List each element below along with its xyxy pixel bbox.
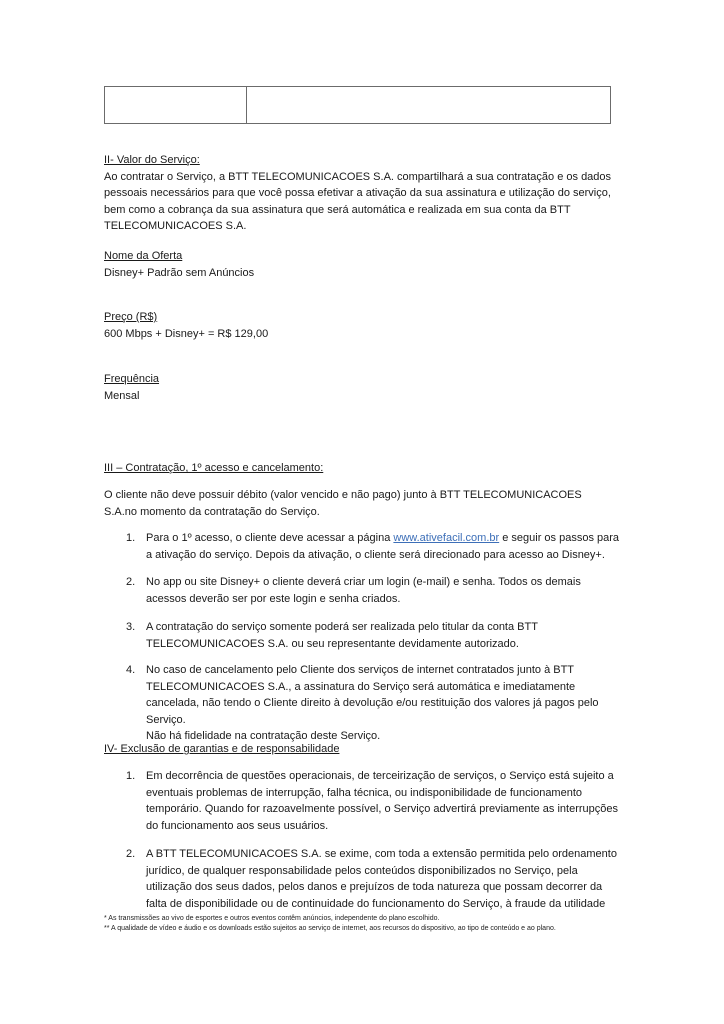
section-2-heading: II- Valor do Serviço:	[104, 154, 200, 166]
section-3-intro-block	[104, 487, 616, 520]
list-text: A contratação do serviço somente poderá ser realizada pelo titular da conta BTT TELECOMUNICACOES S.A. ou seu representante devidamente autorizado.	[146, 621, 538, 650]
price-label: Preço (R$)	[104, 311, 158, 323]
section-4-heading-block	[104, 741, 616, 758]
list-text-fidelity: Não há fidelidade na contratação deste Serviço.	[146, 730, 381, 742]
list-text-before: Para o 1º acesso, o cliente deve acessar a página	[146, 532, 394, 544]
price-block	[104, 309, 616, 342]
list-text	[146, 530, 624, 563]
frequency-value: Mensal	[104, 389, 140, 402]
section-3-heading: III – Contratação, 1º acesso e cancelamento:	[104, 462, 324, 474]
list-number: 2.	[126, 576, 136, 588]
list-item	[104, 846, 624, 914]
list-number: 2.	[126, 848, 136, 860]
offer-value: Disney+ Padrão sem Anúncios	[104, 266, 255, 279]
offer-block	[104, 248, 616, 281]
list-number: 1.	[126, 770, 136, 782]
list-text: No app ou site Disney+ o cliente deverá criar um login (e-mail) e senha. Todos os demais acessos deverão ser por este login e senha criados.	[146, 576, 581, 605]
table-cell	[105, 87, 247, 123]
list-text: Em decorrência de questões operacionais, de terceirização de serviços, o Serviço está sujeito a eventuais problemas de interrupção, falha técnica, ou indisponibilidade de funcionamento temporário. Quando for razoavelmente possível, o Serviço advertirá previamente as interrupções do funcionamento aos seus usuários.	[146, 770, 619, 832]
list-text	[146, 662, 624, 745]
section-4-heading: IV- Exclusão de garantias e de responsabilidade	[104, 743, 340, 755]
list-item	[104, 768, 624, 834]
list-number: 1.	[126, 532, 136, 544]
empty-table	[104, 86, 611, 124]
list-text-main: No caso de cancelamento pelo Cliente dos serviços de internet contratados junto à BTT TELECOMUNICACOES S.A., a assinatura do Serviço será automática e imediatamente cancelada, não tendo o Cliente direito à devolução e/ou restituição dos valores já pagos pelo Serviço.	[146, 664, 599, 726]
list-number: 4.	[126, 664, 136, 676]
list-text-after: e seguir os passos para a ativação do serviço. Depois da ativação, o cliente será direcionado para acesso ao Disney+.	[146, 532, 620, 561]
table-cell	[247, 87, 610, 123]
list-number: 3.	[126, 621, 136, 633]
price-value: 600 Mbps + Disney+ = R$ 129,00	[104, 327, 269, 340]
section-2	[104, 152, 616, 235]
list-text: A BTT TELECOMUNICACOES S.A. se exime, com toda a extensão permitida pelo ordenamento jurídico, de qualquer responsabilidade pelos conteúdos disponibilizados no Serviço, pela utilização dos seus dados, pelos danos e prejuízos de toda natureza que possam decorrer da falta de disponibilidade ou de continuidade do funcionamento do Serviço, à fraude da utilidade	[146, 848, 617, 910]
frequency-label: Frequência	[104, 373, 160, 385]
list-item	[104, 662, 624, 745]
section-2-paragraph: Ao contratar o Serviço, a BTT TELECOMUNICACOES S.A. compartilhará a sua contratação e os dados pessoais necessários para que você possa efetivar a ativação da sua assinatura e utilização do serviço, bem como a cobrança da sua assinatura que será automática e realizada em sua conta da BTT TELECOMUNICACOES S.A.	[104, 170, 612, 232]
list-item	[104, 619, 624, 652]
list-item	[104, 530, 624, 563]
section-3-intro: O cliente não deve possuir débito (valor vencido e não pago) junto à BTT TELECOMUNICACOES S.A.no momento da contratação do Serviço.	[104, 489, 582, 518]
footnote-2: ** A qualidade de vídeo e áudio e os downloads estão sujeitos ao serviço de internet, aos recursos do dispositivo, ao tipo de conteúdo e ao plano.	[104, 924, 556, 932]
offer-label: Nome da Oferta	[104, 250, 183, 262]
ativefacil-link[interactable]: www.ativefacil.com.br	[393, 532, 500, 544]
section-3-heading-block	[104, 460, 616, 477]
footnotes	[104, 914, 624, 933]
list-item	[104, 574, 624, 607]
frequency-block	[104, 371, 616, 404]
footnote-1: * As transmissões ao vivo de esportes e outros eventos contêm anúncios, independente do plano escolhido.	[104, 915, 440, 922]
